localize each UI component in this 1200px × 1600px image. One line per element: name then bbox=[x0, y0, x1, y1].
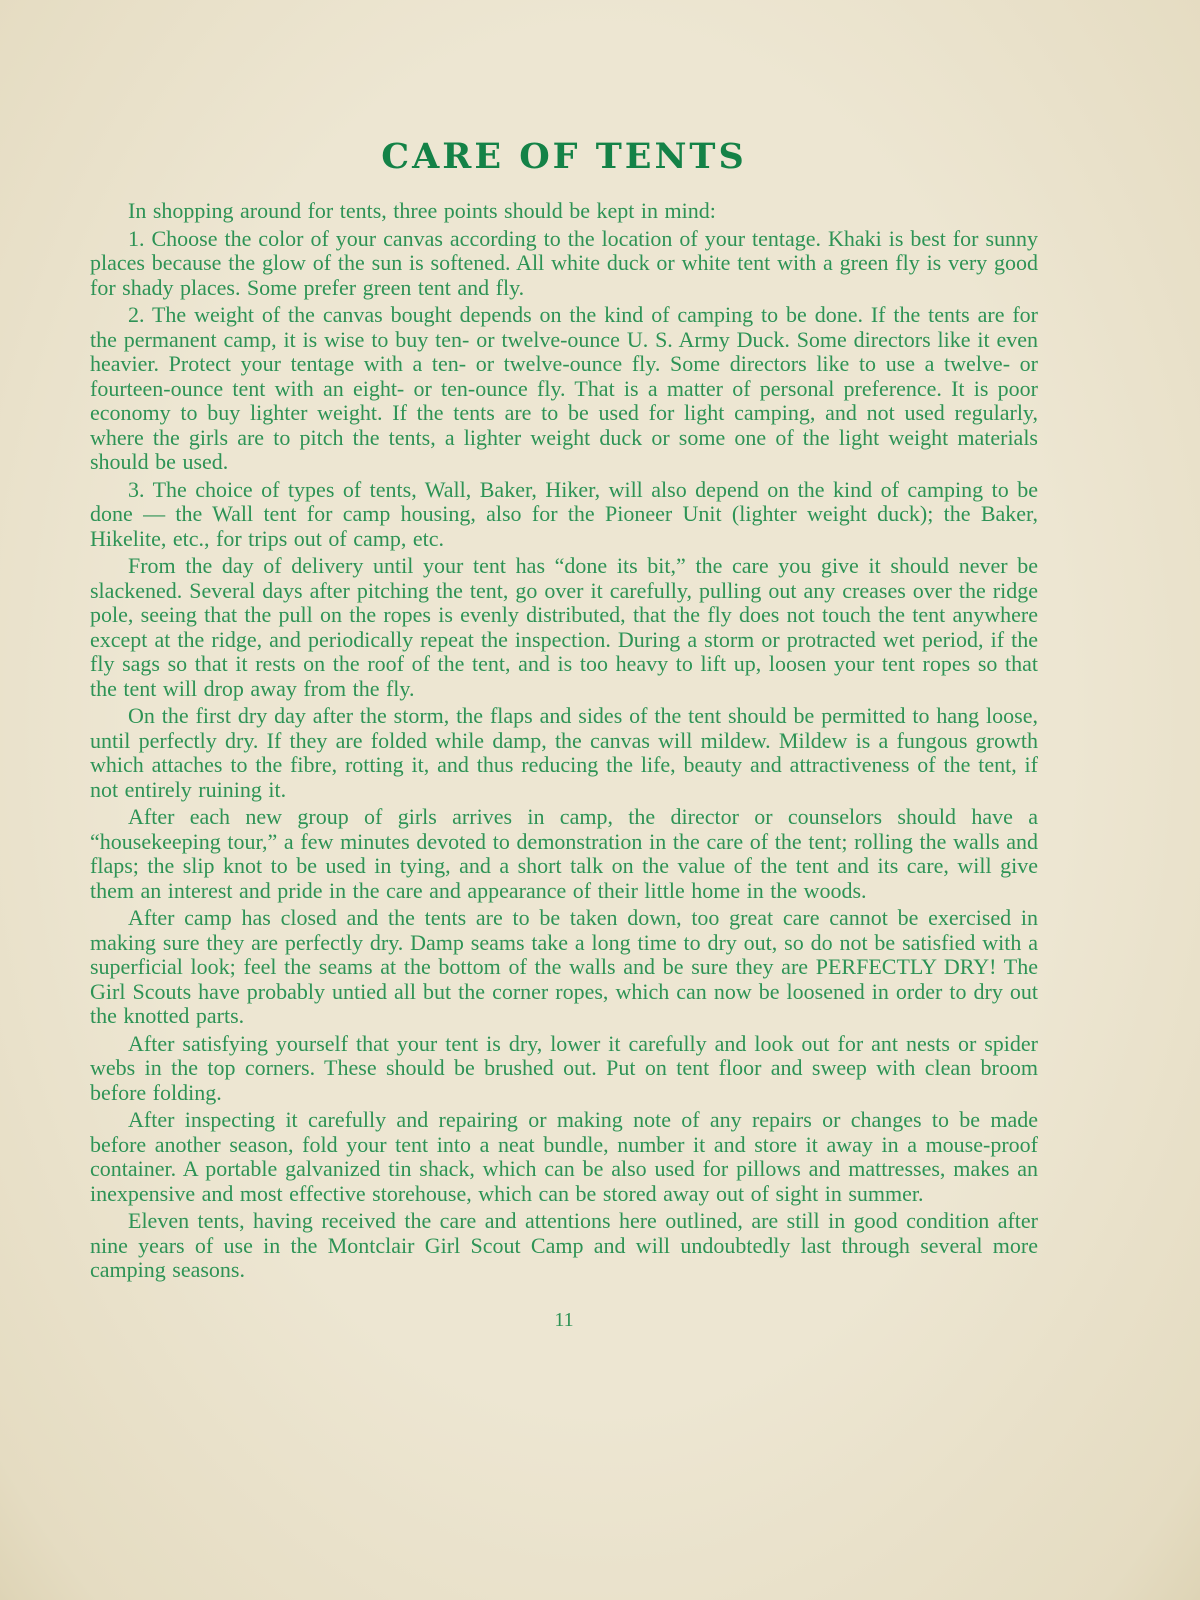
paragraph-care: From the day of delivery until your tent has “done its bit,” the care you give it should never be slackened. Several days after pitching the tent, go over it carefully, pulling out any creases over the ridge pole, seeing that the pull on the ropes is evenly distributed, that the fly does not touch the tent anywhere except at the ridge, and periodically repeat the inspection. During a storm or protracted wet period, if the fly sags so that it rests on the roof of the tent, and is too heavy to lift up, loosen your tent ropes so that the tent will drop away from the fly. bbox=[90, 553, 1038, 701]
paragraph-mildew: On the first dry day after the storm, the flaps and sides of the tent should be permitted to hang loose, until perfectly dry. If they are folded while damp, the canvas will mildew. Mildew is a fungous growth which attaches to the fibre, rotting it, and thus reducing the life, beauty and attractiveness of the tent, if not entirely ruining it. bbox=[90, 703, 1038, 802]
paragraph-lowering: After satisfying yourself that your tent is dry, lower it carefully and look out for ant nests or spider webs in the top corners. These should be brushed out. Put on tent floor and sweep with clean broom before folding. bbox=[90, 1030, 1038, 1105]
document-page bbox=[90, 0, 1038, 1332]
paragraph-closing-camp: After camp has closed and the tents are to be taken down, too great care cannot be exercised in making sure they are perfectly dry. Damp seams take a long time to dry out, so do not be satisfied with a superficial look; feel the seams at the bottom of the walls and be sure they are PERFECTLY DRY! The Girl Scouts have probably untied all but the corner ropes, which can now be loosened in order to dry out the knotted parts. bbox=[90, 905, 1038, 1028]
paragraph-conclusion: Eleven tents, having received the care and attentions here outlined, are still in good condition after nine years of use in the Montclair Girl Scout Camp and will undoubtedly last through several more camping seasons. bbox=[90, 1208, 1038, 1282]
document-body bbox=[90, 199, 1038, 1283]
paragraph-point-3: 3. The choice of types of tents, Wall, Baker, Hiker, will also depend on the kind of camping to be done — the Wall tent for camp housing, also for the Pioneer Unit (lighter weight duck); the Baker, Hikelite, etc., for trips out of camp, etc. bbox=[90, 476, 1038, 551]
paragraph-storage: After inspecting it carefully and repairing or making note of any repairs or changes to be made before another season, fold your tent into a neat bundle, number it and store it away in a mouse-proof container. A portable galvanized tin shack, which can be also used for pillows and mattresses, makes an inexpensive and most effective storehouse, which can be stored away out of sight in summer. bbox=[90, 1107, 1038, 1206]
paragraph-point-2: 2. The weight of the canvas bought depends on the kind of camping to be done. If the tents are for the permanent camp, it is wise to buy ten- or twelve-ounce U. S. Army Duck. Some directors like it even heavier. Protect your tentage with a ten- or twelve-ounce fly. Some directors like to use a twelve- or fourteen-ounce tent with an eight- or ten-ounce fly. That is a matter of personal preference. It is poor economy to buy lighter weight. If the tents are to be used for light camping, and not used regularly, where the girls are to pitch the tents, a lighter weight duck or some one of the light weight materials should be used. bbox=[90, 302, 1038, 474]
paragraph-point-1: 1. Choose the color of your canvas according to the location of your tentage. Khaki is best for sunny places because the glow of the sun is softened. All white duck or white tent with a green fly is very good for shady places. Some prefer green tent and fly. bbox=[90, 225, 1038, 300]
page-title: CARE OF TENTS bbox=[381, 136, 747, 177]
page-number: 11 bbox=[554, 1308, 574, 1331]
paragraph-intro: In shopping around for tents, three points should be kept in mind: bbox=[128, 198, 716, 223]
paragraph-housekeeping: After each new group of girls arrives in camp, the director or counselors should have a “housekeeping tour,” a few minutes devoted to demonstration in the care of the tent; rolling the walls and flaps; the slip knot to be used in tying, and a short talk on the value of the tent and its care, will give them an interest and pride in the care and appearance of their little home in the woods. bbox=[90, 804, 1038, 903]
